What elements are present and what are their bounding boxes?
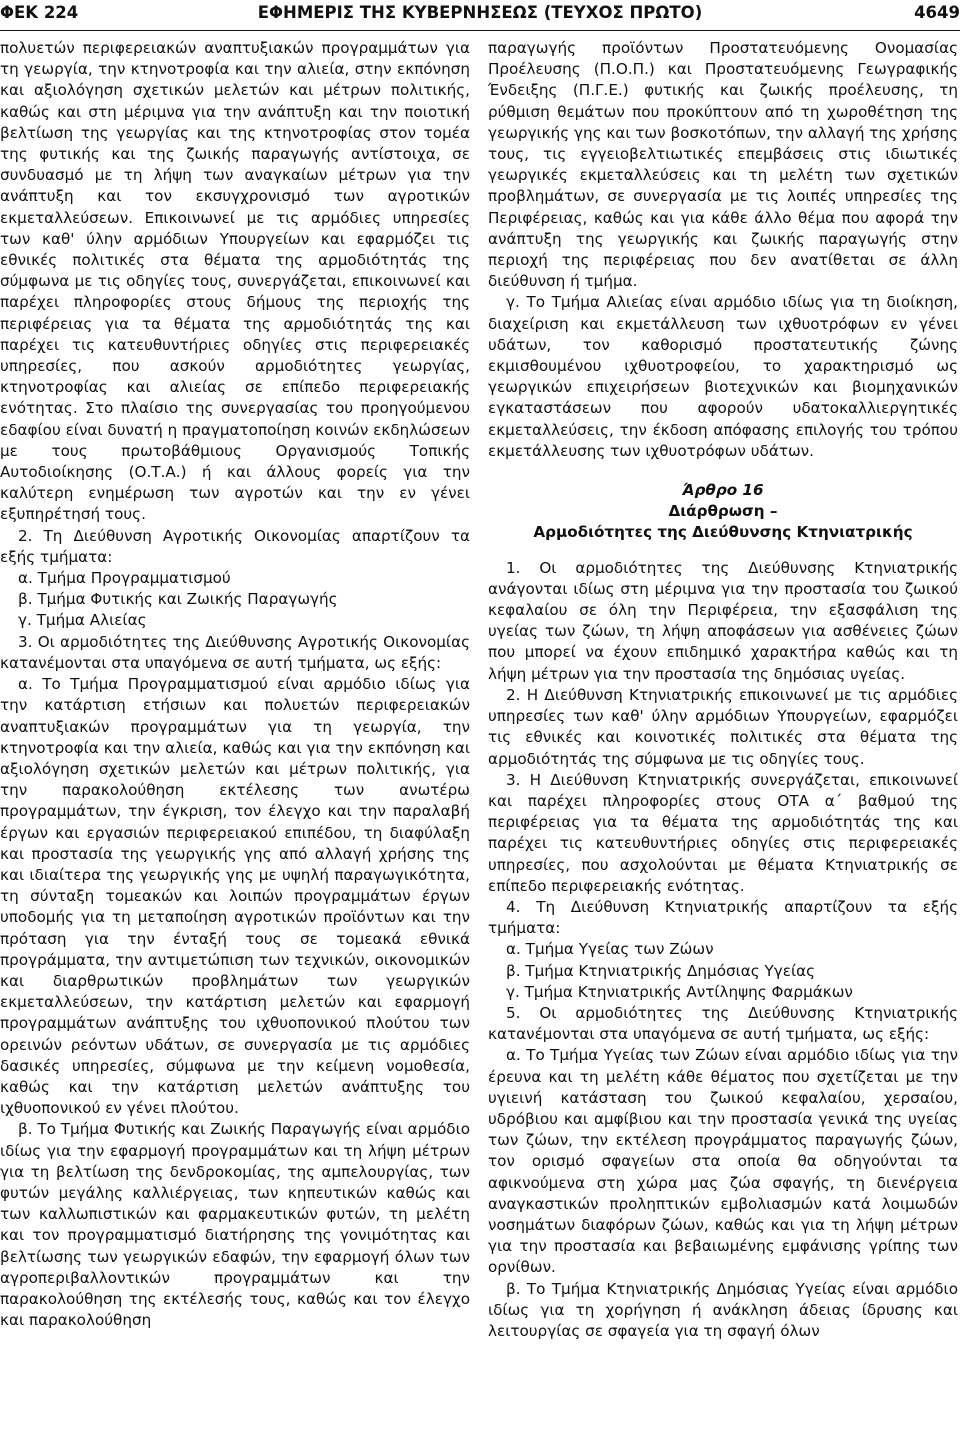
paragraph: πολυετών περιφερειακών αναπτυξιακών προγραμμάτων για τη γεωργία, την κτηνοτροφία και την αλιεία, στην εκπόνηση και αξιολόγηση σχετικών μελετών και μέτρων πολιτικής, καθώς και στη μέριμνα για την ανάπτυξη και την ποιοτική βελτίωση της γεωργίας και της κτηνοτροφίας στον τομέα της φυτικής και της ζωικής παραγωγής αντίστοιχα, σε συνδυασμό με τη λήψη των αναγκαίων μέτρων για την ανάπτυξη και τον εκσυγχρονισμό των αγροτικών εκμεταλλεύσεων. Επικοινωνεί με τις αρμόδιες υπηρεσίες των καθ' ύλην αρμόδιων Υπουργείων και εφαρμόζει τις εθνικές πολιτικές στα θέματα της αρμοδιότητάς της σύμφωνα με τις οδηγίες τους, συνεργάζεται, επικοινωνεί και παρέχει πληροφορίες στους δήμους της περιοχής της περιφέρειας για τα θέματα της αρμοδιότητάς της και παρέχει τις κατευθυντήριες οδηγίες στις περιφερειακές υπηρεσίες, που ασκούν αρμοδιότητες γεωργίας, κτηνοτροφίας και αλιείας σε επίπεδο περιφερειακής ενότητας. Στο πλαίσιο της συνεργασίας του προηγούμενου εδαφίου είναι δυνατή η πραγματοποίηση κοινών εκδηλώσεων με τους πρωτοβάθμιους Οργανισμούς Τοπικής Αυτοδιοίκησης (Ο.Τ.Α.) ή και άλλους φορείς για την καλύτερη ενημέρωση των αγροτών και την εν γένει εξυπηρέτησή τους.	[0, 39, 470, 524]
paragraph: 2. Τη Διεύθυνση Αγροτικής Οικονομίας απαρτίζουν τα εξής τμήματα:	[0, 526, 470, 566]
paragraph: α. Το Τμήμα Υγείας των Ζώων είναι αρμόδιο ιδίως για την έρευνα και τη μελέτη κάθε θέματος που σχετίζεται με την υγιεινή κατάσταση του ζωικού κεφαλαίου, χερσαίου, υδρόβιου και αμφίβιου και την προστασία γενικά της υγείας των ζώων, την εκτέλεση προγράμματος παραγωγής ζώων, τον ορισμό σφαγείων στα οποία θα οδηγούνται τα αφικνούμενα στη χώρα μας ζώα σφαγής, τη διενέργεια αναγκαστικών προληπτικών εμβολιασμών κατά λοιμωδών νοσημάτων διαφόρων ζώων, καθώς και για τη λήψη μέτρων για την προστασία και βεβαιωμένης εμφάνισης γρίπης των ορνίθων.	[488, 1046, 958, 1277]
page-number: 4649	[914, 3, 960, 22]
left-column	[0, 38, 470, 1331]
paragraph: 3. Η Διεύθυνση Κτηνιατρικής συνεργάζεται, επικοινωνεί και παρέχει πληροφορίες στους ΟΤΑ α΄ βαθμού της περιφέρειας για τα θέματα της αρμοδιότητάς της και παρέχει τις κατευθυντήριες οδηγίες στις περιφερειακές υπηρεσίες, που ασχολούνται με θέματα Κτηνιατρικής σε επίπεδο περιφερειακής ενότητας.	[488, 770, 958, 895]
issue-number: ΦΕΚ 224	[0, 3, 79, 22]
article-heading	[488, 480, 958, 544]
right-column	[488, 38, 958, 1342]
paragraph: 3. Οι αρμοδιότητες της Διεύθυνσης Αγροτικής Οικονομίας κατανέμονται στα υπαγόμενα σε αυτή τμήματα, ως εξής:	[0, 632, 470, 672]
article-title-line: Αρμοδιότητες της Διεύθυνσης Κτηνιατρικής	[533, 523, 913, 542]
list-item: α. Τμήμα Υγείας των Ζώων	[506, 940, 714, 959]
list-item: α. Τμήμα Προγραμματισμού	[18, 569, 231, 588]
paragraph: β. Το Τμήμα Κτηνιατρικής Δημόσιας Υγείας είναι αρμόδιο ιδίως για τη χορήγηση ή ανάκληση άδειας ίδρυσης και λειτουργίας σε σφαγεία για τη σφαγή όλων	[488, 1279, 958, 1340]
list-item: β. Τμήμα Κτηνιατρικής Δημόσιας Υγείας	[506, 961, 816, 980]
paragraph: παραγωγής προϊόντων Προστατευόμενης Ονομασίας Προέλευσης (Π.Ο.Π.) και Προστατευόμενης Γεωγραφικής Ένδειξης (Π.Γ.Ε.) φυτικής και ζωικής προέλευσης, τη ρύθμιση θεμάτων που προκύπτουν από τη χωροθέτηση της γεωργικής γης και των βοσκοτόπων, την αλλαγή της χρήσης τους, τις εγγειοβελτιωτικές επεμβάσεις στις ιδιωτικές γεωργικές εκμεταλλεύσεις και τη μελέτη των σχετικών προβλημάτων, σε συνεργασία με τις λοιπές υπηρεσίες της Περιφέρειας, καθώς και για κάθε άλλο θέμα που αφορά την ανάπτυξη της γεωργικής και ζωικής παραγωγής στην περιοχή της περιφέρειας που δεν ανατίθεται σε άλλη διεύθυνση ή τμήμα.	[488, 39, 958, 291]
paragraph: γ. Το Τμήμα Αλιείας είναι αρμόδιο ιδίως για τη διοίκηση, διαχείριση και εκμετάλλευση των ιχθυοτρόφων εν γένει υδάτων, τον καθορισμό προστατευτικής ζώνης εκμισθουμένου ιχθυοτροφείου, το χαρακτηρισμό ως γεωργικών επιχειρήσεων βιοτεχνικών και βιομηχανικών εγκαταστάσεων που αφορούν υδατοκαλλιεργητικές εκμεταλλεύσεις, την έκδοση απόφασης επιλογής του τρόπου εκμετάλλευσης των ιχθυοτρόφων υδάτων.	[488, 293, 958, 460]
paragraph: 5. Οι αρμοδιότητες της Διεύθυνσης Κτηνιατρικής κατανέμονται στα υπαγόμενα σε αυτή τμήματα, ως εξής:	[488, 1003, 958, 1044]
list-item: γ. Τμήμα Αλιείας	[18, 611, 147, 630]
page-header	[0, 0, 960, 31]
paragraph: β. Το Τμήμα Φυτικής και Ζωικής Παραγωγής είναι αρμόδιο ιδίως για την εφαρμογή προγραμμάτων και τη λήψη μέτρων για τη βελτίωση της δενδροκομίας, της αμπελουργίας, των φυτών μεγάλης καλλιέργειας, των κηπευτικών καθώς και των καλλωπιστικών και φαρμακευτικών φυτών, τη μελέτη και τον προγραμματισμό διατήρησης της γονιμότητας και βελτίωσης των γεωργικών εδαφών, την εφαρμογή όλων των αγροπεριβαλλοντικών προγραμμάτων και την παρακολούθηση της εκτέλεσής τους, καθώς και τον έλεγχο και παρακολούθηση	[0, 1120, 470, 1330]
paragraph: 4. Τη Διεύθυνση Κτηνιατρικής απαρτίζουν τα εξής τμήματα:	[488, 897, 958, 938]
paragraph: α. Το Τμήμα Προγραμματισμού είναι αρμόδιο ιδίως για την κατάρτιση ετήσιων και πολυετών περιφερειακών αναπτυξιακών προγραμμάτων για τη γεωργία, την κτηνοτροφία και την αλιεία, καθώς και για την εκπόνηση και αξιολόγηση σχετικών μελετών και μέτρων πολιτικής, για την παρακολούθηση εκτέλεσης των ανωτέρω προγραμμάτων, την έγκριση, τον έλεγχο και την παραλαβή έργων και εργασιών περιφερειακού επιπέδου, τη διαφύλαξη και προστασία της γεωργικής γης από αλλαγή χρήσης της και ιδιαίτερα της γεωργικής γης με υψηλή παραγωγικότητα, τη σύνταξη τομεακών και λοιπών προγραμμάτων έργων υποδομής για τη μεταποίηση αγροτικών προϊόντων και την πρόταση για την ένταξή τους σε τομεακά εθνικά προγράμματα, την αντιμετώπιση των τεχνικών, οικονομικών και διαρθρωτικών προβλημάτων των γεωργικών εκμεταλλεύσεων, την κατάρτιση μελετών και εφαρμογή προγραμμάτων ανάπτυξης του ιχθυοπονικού πλούτου των ορεινών ρεόντων υδάτων, σε συνεργασία με τις αρμόδιες δασικές υπηρεσίες, σύμφωνα με την κείμενη νομοθεσία, καθώς και την κατάρτιση μελετών ανάπτυξης του ιχθυοπονικού εν γένει πλούτου.	[0, 675, 470, 1118]
paragraph: 2. Η Διεύθυνση Κτηνιατρικής επικοινωνεί με τις αρμόδιες υπηρεσίες των καθ' ύλην αρμόδιων Υπουργείων, εφαρμόζει τις εθνικές και κοινοτικές πολιτικές στα θέματα της αρμοδιότητάς της σύμφωνα με τις οδηγίες τους.	[488, 685, 958, 768]
gazette-title: ΕΦΗΜΕΡΙΣ ΤΗΣ ΚΥΒΕΡΝΗΣΕΩΣ (ΤΕΥΧΟΣ ΠΡΩΤΟ)	[257, 3, 703, 22]
list-item: β. Τμήμα Φυτικής και Ζωικής Παραγωγής	[18, 590, 338, 609]
paragraph: 1. Οι αρμοδιότητες της Διεύθυνσης Κτηνιατρικής ανάγονται ιδίως στη μέριμνα για την προστασία του ζωικού κεφαλαίου σε όλη την Περιφέρεια, την εξασφάλιση της υγείας των ζώων, τη λήψη αποφάσεων για ασθένειες ζώων που μπορεί να έχουν επιδημικό χαρακτήρα καθώς και τη λήψη μέτρων για την προστασία της δημόσιας υγείας.	[488, 558, 958, 683]
list-item: γ. Τμήμα Κτηνιατρικής Αντίληψης Φαρμάκων	[506, 982, 853, 1001]
article-number: Άρθρο 16	[682, 481, 764, 500]
article-title-line: Διάρθρωση –	[668, 502, 778, 521]
